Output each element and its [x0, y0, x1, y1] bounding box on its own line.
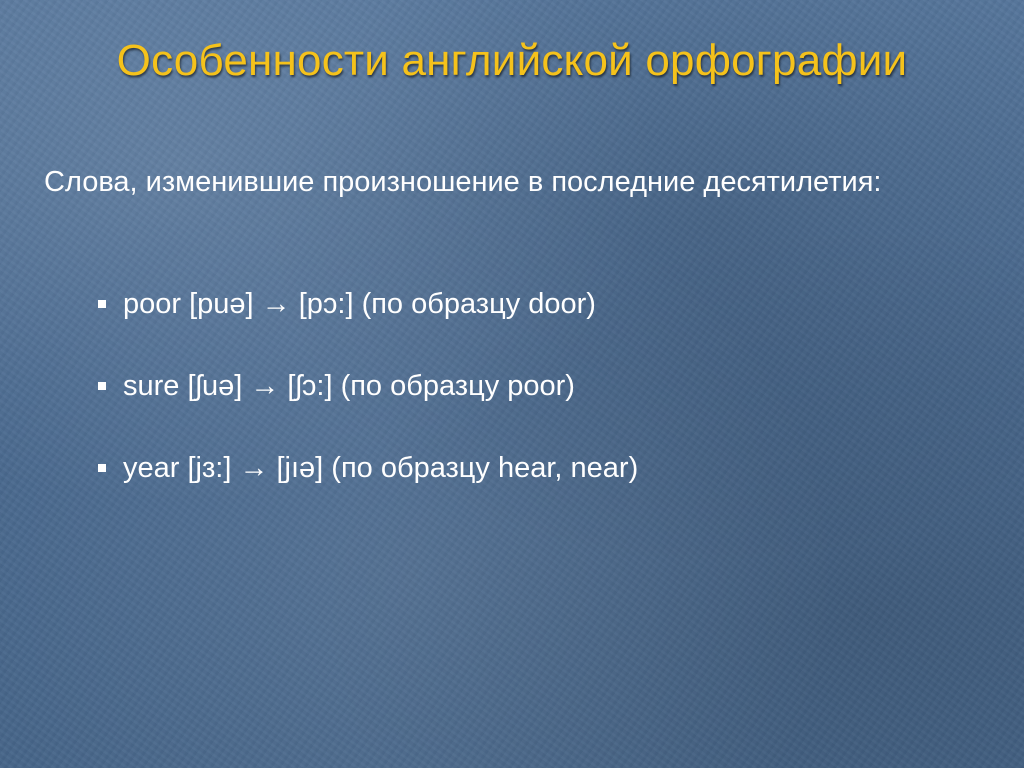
- square-bullet-icon: [98, 300, 106, 308]
- slide-title: Особенности английской орфографии: [116, 36, 908, 85]
- bullet-item-year: [98, 448, 638, 488]
- square-bullet-icon: [98, 382, 106, 390]
- bullet-text: sure [ʃuə] → [ʃɔ:] (по образцу poor): [123, 370, 575, 402]
- intro-text: Слова, изменившие произношение в последние десятилетия:: [44, 166, 882, 198]
- bullet-list: [98, 284, 638, 530]
- bullet-text: year [jɜ:] → [jıə] (по образцу hear, near): [123, 452, 639, 484]
- bullet-item-poor: [98, 284, 638, 324]
- bullet-item-sure: [98, 366, 638, 406]
- bullet-text: poor [puə] → [pɔ:] (по образцу door): [123, 288, 596, 320]
- square-bullet-icon: [98, 464, 106, 472]
